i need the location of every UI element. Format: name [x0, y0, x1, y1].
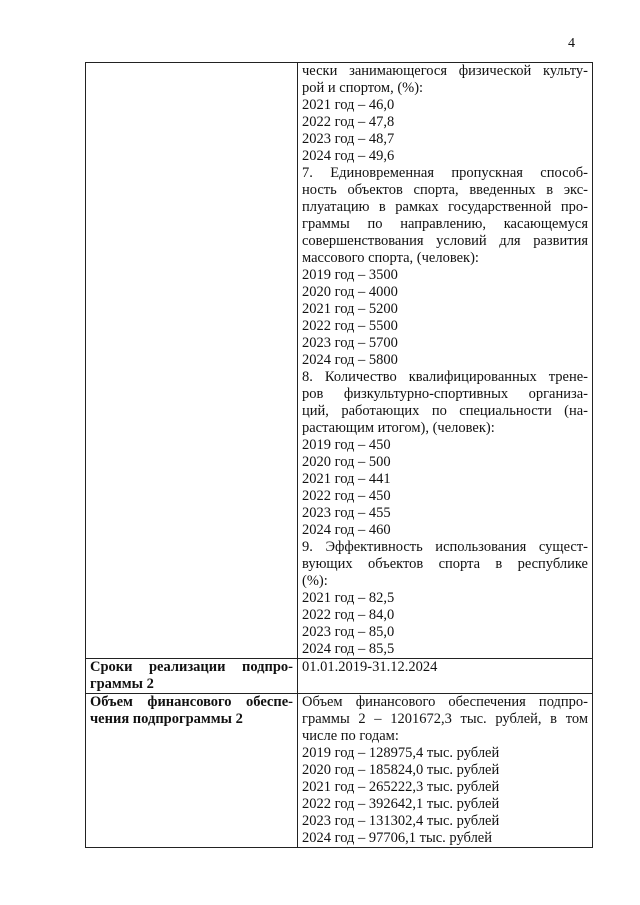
terms-label-line: граммы 2	[90, 676, 154, 692]
page-number: 4	[568, 36, 575, 51]
financing-value-line: 2020 год – 185824,0 тыс. рублей	[302, 762, 500, 778]
subprogram-passport-table	[85, 62, 593, 848]
indicator-line: ров физкультурно-спортивных организа-	[302, 386, 588, 402]
indicator-line: чески занимающегося физической культу-	[302, 63, 588, 79]
terms-label-line: Сроки реализации подпро-	[90, 659, 293, 675]
indicator-line: ций, работающих по специальности (на-	[302, 403, 588, 419]
indicator-line: 2023 год – 5700	[302, 335, 398, 351]
indicator-line: граммы по направлению, касающемуся	[302, 216, 588, 232]
indicator-line: 2022 год – 47,8	[302, 114, 395, 130]
terms-label-cell	[86, 659, 298, 694]
indicator-line: совершенствования условий для развития	[302, 233, 588, 249]
indicator-line: 2024 год – 460	[302, 522, 391, 538]
indicator-line: 2020 год – 500	[302, 454, 391, 470]
indicator-line: 7. Единовременная пропускная способ-	[302, 165, 588, 181]
indicator-line: 2024 год – 5800	[302, 352, 398, 368]
indicator-line: 2021 год – 441	[302, 471, 391, 487]
indicator-line: 2022 год – 450	[302, 488, 391, 504]
table-row-terms	[86, 659, 593, 694]
indicator-line: массового спорта, (человек):	[302, 250, 479, 266]
indicator-line: 8. Количество квалифицированных трене-	[302, 369, 588, 385]
table-row-financing	[86, 694, 593, 848]
financing-value-line: 2022 год – 392642,1 тыс. рублей	[302, 796, 500, 812]
indicator-line: ность объектов спорта, введенных в экс-	[302, 182, 588, 198]
indicator-line: 2022 год – 5500	[302, 318, 398, 334]
indicator-line: 2019 год – 450	[302, 437, 391, 453]
indicators-value-cell	[298, 63, 593, 659]
financing-label-cell	[86, 694, 298, 848]
indicator-line: вующих объектов спорта в республике	[302, 556, 588, 572]
financing-value-line: 2021 год – 265222,3 тыс. рублей	[302, 779, 500, 795]
indicator-line: 2021 год – 82,5	[302, 590, 395, 606]
financing-value-line: 2023 год – 131302,4 тыс. рублей	[302, 813, 500, 829]
financing-label-line: Объем финансового обеспе-	[90, 694, 293, 710]
indicators-label-cell	[86, 63, 298, 659]
terms-value: 01.01.2019-31.12.2024	[302, 659, 438, 675]
indicator-line: 2023 год – 48,7	[302, 131, 395, 147]
indicator-line: 9. Эффективность использования сущест-	[302, 539, 588, 555]
financing-value-line: 2019 год – 128975,4 тыс. рублей	[302, 745, 500, 761]
indicator-line: 2019 год – 3500	[302, 267, 398, 283]
table-row-indicators	[86, 63, 593, 659]
indicator-line: 2020 год – 4000	[302, 284, 398, 300]
indicator-line: (%):	[302, 573, 328, 589]
financing-value-cell	[298, 694, 593, 848]
terms-value-cell	[298, 659, 593, 694]
financing-value-line: граммы 2 – 1201672,3 тыс. рублей, в том	[302, 711, 588, 727]
indicator-line: 2021 год – 5200	[302, 301, 398, 317]
indicator-line: 2022 год – 84,0	[302, 607, 395, 623]
indicator-line: рой и спортом, (%):	[302, 80, 424, 96]
indicator-line: 2023 год – 85,0	[302, 624, 395, 640]
indicator-line: 2024 год – 85,5	[302, 641, 395, 657]
financing-value-line: 2024 год – 97706,1 тыс. рублей	[302, 830, 493, 846]
indicator-line: растающим итогом), (человек):	[302, 420, 495, 436]
indicator-line: 2024 год – 49,6	[302, 148, 395, 164]
financing-value-line: числе по годам:	[302, 728, 399, 744]
financing-label-line: чения подпрограммы 2	[90, 711, 243, 727]
indicator-line: 2021 год – 46,0	[302, 97, 395, 113]
indicator-line: 2023 год – 455	[302, 505, 391, 521]
financing-value-line: Объем финансового обеспечения подпро-	[302, 694, 588, 710]
indicator-line: плуатацию в рамках государственной про-	[302, 199, 588, 215]
